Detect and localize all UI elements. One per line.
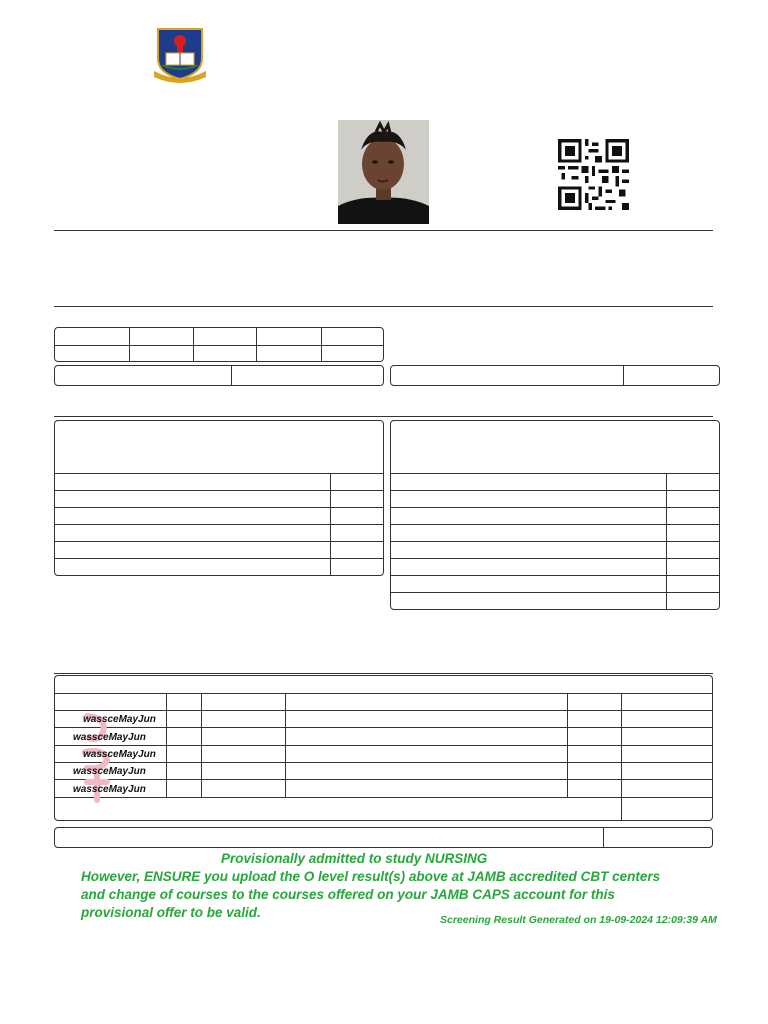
subjects-table-right [390, 420, 720, 610]
admission-notice-line-2: and change of courses to the courses offered on your JAMB CAPS account for this [81, 887, 615, 902]
passport-photo [338, 120, 429, 224]
exam-type-5: wassceMayJun [73, 784, 146, 795]
exam-type-3: wassceMayJun [83, 749, 156, 760]
olevel-results-table [54, 675, 713, 821]
admission-notice-line-1: However, ENSURE you upload the O level result(s) above at JAMB accredited CBT centers [81, 869, 661, 884]
university-crest-icon [150, 25, 210, 85]
info-field-right [390, 365, 720, 386]
admission-headline: Provisionally admitted to study NURSING [221, 851, 488, 866]
passport-photo-icon [338, 120, 429, 224]
score-grid-table [54, 327, 384, 362]
section-divider-3 [54, 673, 713, 674]
header-divider [54, 230, 713, 231]
section-divider-2 [54, 416, 713, 417]
total-field [54, 827, 713, 848]
exam-type-4: wassceMayJun [73, 766, 146, 777]
section-divider-1 [54, 306, 713, 307]
admission-notice-line-3: provisional offer to be valid. [81, 905, 261, 920]
qr-code [557, 139, 630, 210]
qr-code-icon [557, 139, 630, 210]
info-field-left [54, 365, 384, 386]
generated-timestamp: Screening Result Generated on 19-09-2024 12:09:39 AM [440, 914, 717, 926]
subjects-table-left [54, 420, 384, 576]
exam-type-2: wassceMayJun [73, 732, 146, 743]
exam-type-1: wassceMayJun [83, 714, 156, 725]
